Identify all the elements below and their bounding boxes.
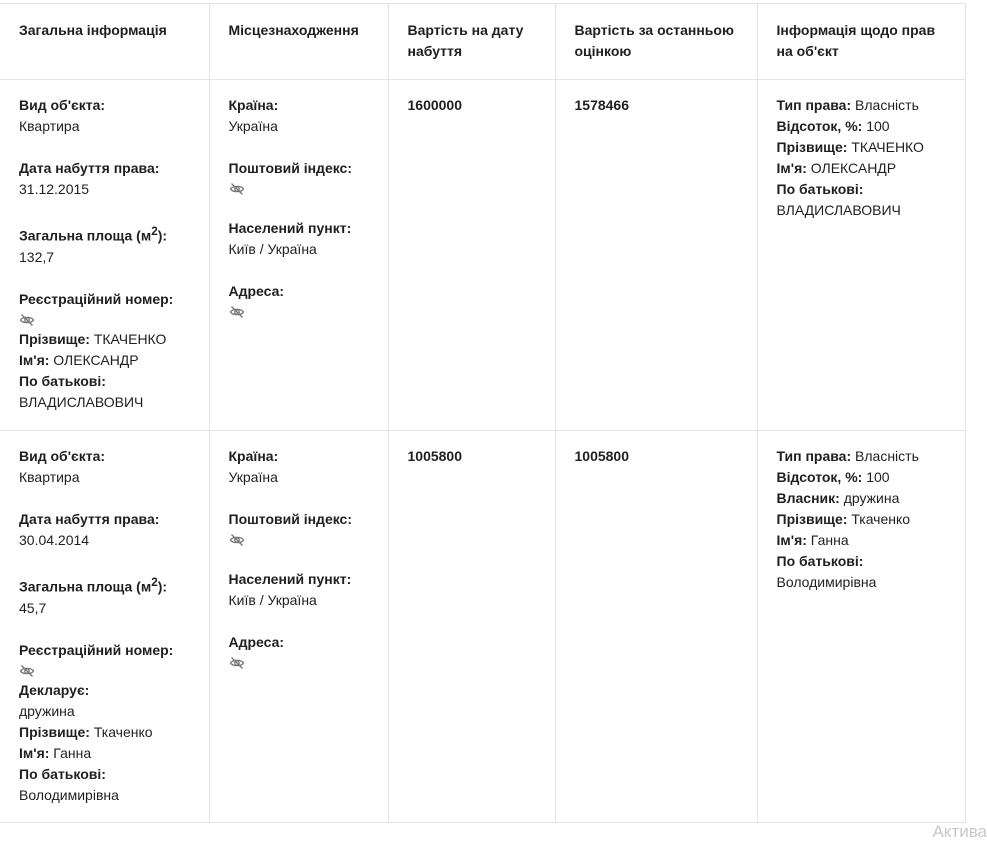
right-name-value: Ганна bbox=[810, 532, 849, 548]
right-surname-value: Ткаченко bbox=[851, 511, 911, 527]
reg-number-label: Реєстраційний номер: bbox=[19, 290, 174, 307]
cost-last-valuation-cell bbox=[555, 431, 757, 823]
object-type-value: Квартира bbox=[19, 469, 80, 485]
object-type-field bbox=[19, 446, 199, 488]
eye-slash-icon bbox=[19, 312, 35, 328]
surname-value: ТКАЧЕНКО bbox=[93, 330, 167, 347]
cost-acquisition-value: 1600000 bbox=[407, 97, 463, 113]
header-location: Місцезнаходження bbox=[209, 4, 388, 80]
cost-acquisition-value: 1005800 bbox=[407, 448, 463, 464]
right-type-label: Тип права: bbox=[776, 448, 852, 464]
percent-value: 100 bbox=[866, 469, 890, 485]
right-type-value: Власність bbox=[855, 97, 919, 113]
acquisition-date-field bbox=[19, 158, 199, 200]
right-patronymic-value: ВЛАДИСЛАВОВИЧ bbox=[776, 202, 901, 218]
owner-name-field bbox=[19, 329, 199, 413]
patronymic-label: По батькові: bbox=[19, 372, 106, 389]
area-label-suffix: ): bbox=[157, 578, 168, 595]
rights-info-cell bbox=[757, 431, 965, 823]
settlement-field bbox=[229, 569, 378, 611]
patronymic-value: Володимирівна bbox=[19, 786, 119, 803]
acquisition-date-value: 31.12.2015 bbox=[19, 181, 90, 197]
surname-label: Прізвище: bbox=[19, 723, 90, 740]
activation-watermark: Актива bbox=[932, 822, 987, 841]
name-label: Ім'я: bbox=[19, 744, 50, 761]
eye-slash-icon bbox=[19, 663, 35, 679]
acquisition-date-label: Дата набуття права: bbox=[19, 511, 160, 527]
settlement-label: Населений пункт: bbox=[228, 220, 352, 236]
country-label: Країна: bbox=[228, 97, 279, 113]
area-field bbox=[19, 572, 199, 619]
area-field bbox=[19, 221, 199, 268]
percent-label: Відсоток, %: bbox=[776, 469, 863, 485]
right-name-value: ОЛЕКСАНДР bbox=[810, 160, 897, 176]
general-info-cell bbox=[0, 431, 209, 823]
general-info-cell bbox=[0, 80, 209, 431]
address-field bbox=[229, 281, 378, 320]
object-type-field bbox=[19, 95, 199, 137]
postal-code-field bbox=[229, 509, 378, 548]
area-label bbox=[19, 221, 199, 247]
owner-value: дружина bbox=[843, 490, 900, 506]
settlement-value: Київ / Україна bbox=[228, 592, 317, 608]
patronymic-value: ВЛАДИСЛАВОВИЧ bbox=[19, 393, 144, 410]
area-label-text: Загальна площа (м bbox=[19, 578, 152, 595]
postal-code-label: Поштовий індекс: bbox=[228, 511, 353, 527]
country-field bbox=[229, 446, 378, 488]
header-rights-info: Інформація щодо прав на об'єкт bbox=[757, 4, 965, 80]
country-value: Україна bbox=[228, 469, 278, 485]
country-field bbox=[229, 95, 378, 137]
address-label: Адреса: bbox=[228, 634, 285, 650]
area-label-suffix: ): bbox=[157, 227, 168, 244]
header-cost-last-valuation: Вартість за останньою оцінкою bbox=[555, 4, 757, 80]
area-label-sup: 2 bbox=[151, 576, 158, 589]
table-row bbox=[0, 80, 965, 431]
cost-last-valuation-value: 1005800 bbox=[574, 448, 630, 464]
cost-last-valuation-value: 1578466 bbox=[574, 97, 630, 113]
table-row bbox=[0, 431, 965, 823]
postal-code-field bbox=[229, 158, 378, 197]
right-surname-label: Прізвище: bbox=[776, 139, 848, 155]
percent-label: Відсоток, %: bbox=[776, 118, 863, 134]
eye-slash-icon bbox=[229, 655, 245, 671]
address-field bbox=[229, 632, 378, 671]
owner-label: Власник: bbox=[776, 490, 840, 506]
reg-number-field bbox=[19, 289, 199, 328]
rights-info-cell bbox=[757, 80, 965, 431]
settlement-value: Київ / Україна bbox=[228, 241, 317, 257]
right-name-label: Ім'я: bbox=[776, 160, 807, 176]
surname-label: Прізвище: bbox=[19, 330, 90, 347]
declarant-value: дружина bbox=[19, 702, 75, 719]
eye-slash-icon bbox=[229, 181, 245, 197]
area-label bbox=[19, 572, 199, 598]
cost-last-valuation-cell bbox=[555, 80, 757, 431]
right-type-value: Власність bbox=[855, 448, 919, 464]
acquisition-date-field bbox=[19, 509, 199, 551]
right-patronymic-label: По батькові: bbox=[776, 553, 864, 569]
declarant-label: Декларує: bbox=[19, 681, 90, 698]
right-surname-value: ТКАЧЕНКО bbox=[851, 139, 924, 155]
country-value: Україна bbox=[228, 118, 278, 134]
declarant-field bbox=[19, 680, 199, 806]
area-label-sup: 2 bbox=[151, 225, 158, 238]
header-general-info: Загальна інформація bbox=[0, 4, 209, 80]
assets-table bbox=[0, 3, 966, 823]
right-name-label: Ім'я: bbox=[776, 532, 807, 548]
settlement-field bbox=[229, 218, 378, 260]
surname-value: Ткаченко bbox=[93, 723, 153, 740]
right-patronymic-value: Володимирівна bbox=[776, 574, 877, 590]
location-cell bbox=[209, 80, 388, 431]
name-value: ОЛЕКСАНДР bbox=[53, 351, 139, 368]
reg-number-label: Реєстраційний номер: bbox=[19, 641, 174, 658]
acquisition-date-value: 30.04.2014 bbox=[19, 532, 90, 548]
address-label: Адреса: bbox=[228, 283, 285, 299]
country-label: Країна: bbox=[228, 448, 279, 464]
acquisition-date-label: Дата набуття права: bbox=[19, 160, 160, 176]
eye-slash-icon bbox=[229, 304, 245, 320]
area-value: 45,7 bbox=[19, 599, 47, 616]
settlement-label: Населений пункт: bbox=[228, 571, 352, 587]
reg-number-field bbox=[19, 640, 199, 679]
name-label: Ім'я: bbox=[19, 351, 50, 368]
header-row bbox=[0, 4, 965, 80]
object-type-value: Квартира bbox=[19, 118, 80, 134]
right-patronymic-label: По батькові: bbox=[776, 181, 864, 197]
eye-slash-icon bbox=[229, 532, 245, 548]
header-cost-acquisition: Вартість на дату набуття bbox=[388, 4, 555, 80]
cost-acquisition-cell bbox=[388, 80, 555, 431]
object-type-label: Вид об'єкта: bbox=[19, 448, 106, 464]
name-value: Ганна bbox=[53, 744, 92, 761]
patronymic-label: По батькові: bbox=[19, 765, 106, 782]
object-type-label: Вид об'єкта: bbox=[19, 97, 106, 113]
cost-acquisition-cell bbox=[388, 431, 555, 823]
right-surname-label: Прізвище: bbox=[776, 511, 848, 527]
location-cell bbox=[209, 431, 388, 823]
postal-code-label: Поштовий індекс: bbox=[228, 160, 353, 176]
area-value: 132,7 bbox=[19, 248, 55, 265]
percent-value: 100 bbox=[866, 118, 890, 134]
right-type-label: Тип права: bbox=[776, 97, 852, 113]
area-label-text: Загальна площа (м bbox=[19, 227, 152, 244]
